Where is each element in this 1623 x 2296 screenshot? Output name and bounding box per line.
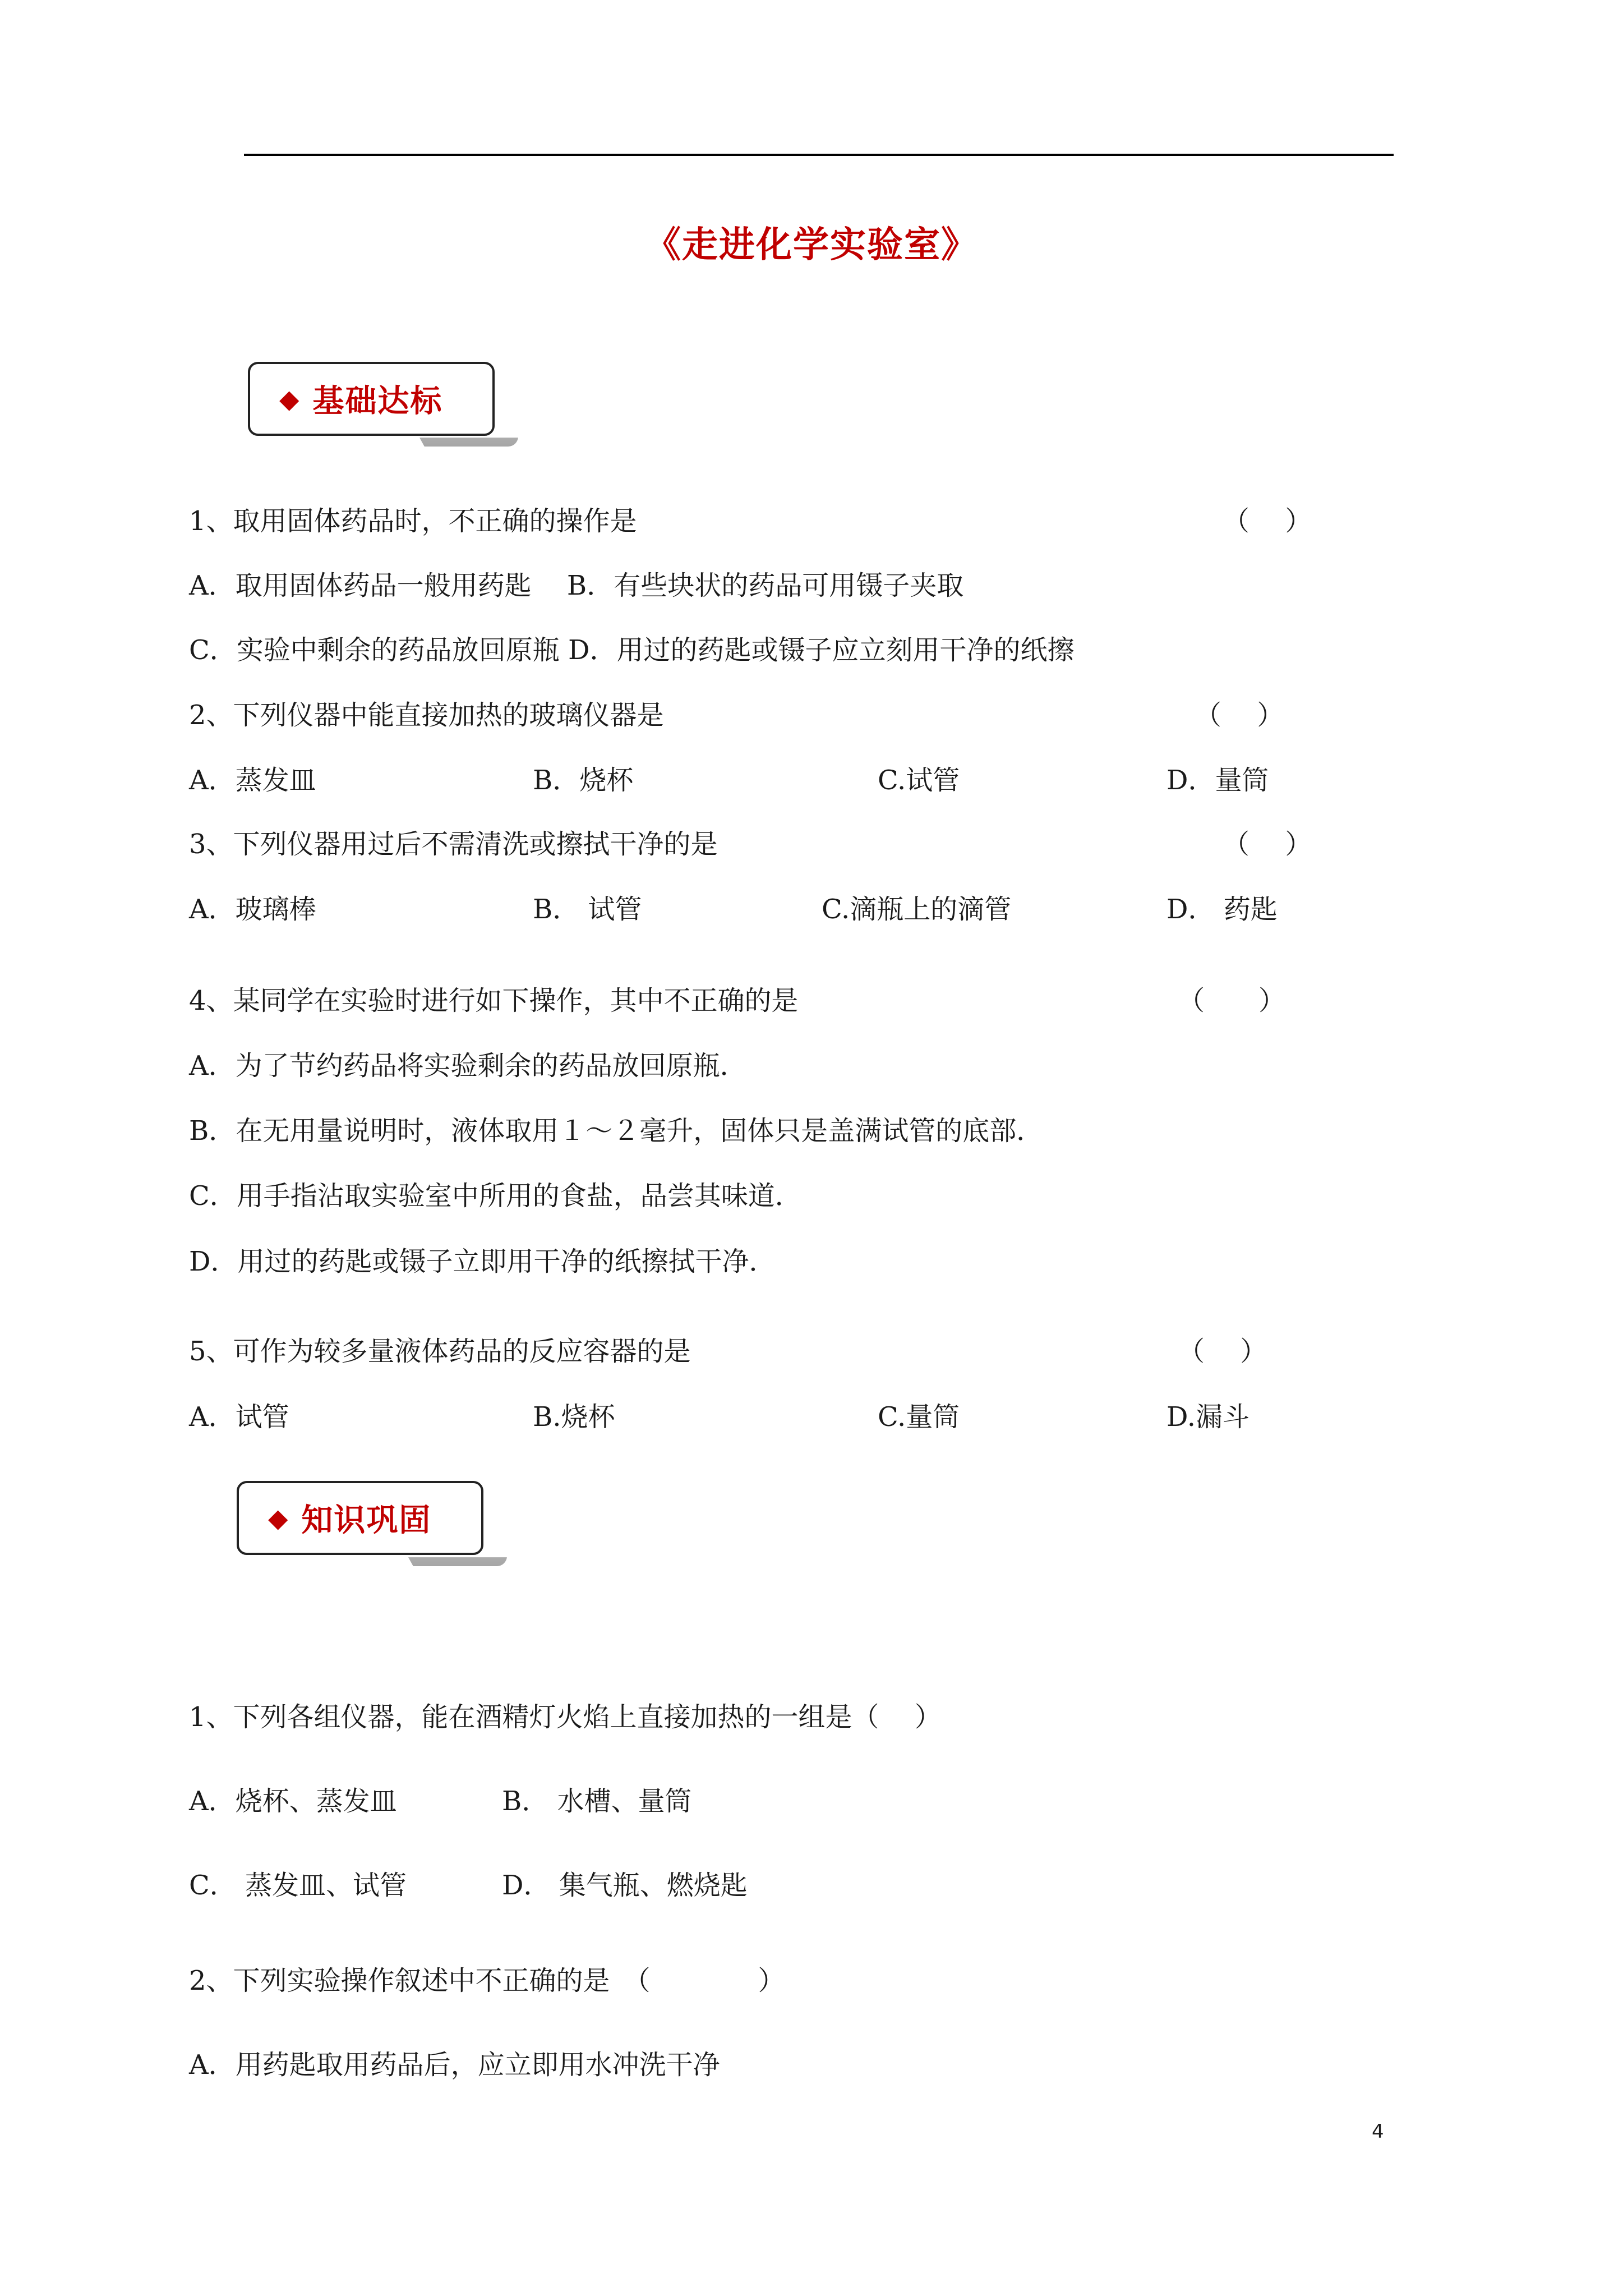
question-stem: 3、下列仪器用过后不需清洗或擦拭干净的是 [189,829,718,860]
question-option-line: C．用手指沾取实验室中所用的食盐，品尝其味道． [189,1180,802,1212]
question-stem: 5、可作为较多量液体药品的反应容器的是 [189,1336,691,1367]
header-rule [244,154,1394,156]
diamond-icon: ◆ [279,384,299,414]
question-option-line: D．用过的药匙或镊子立即用干净的纸擦拭干净． [189,1246,776,1277]
answer-parentheses: （ ） [1178,1336,1267,1367]
page-title: 《走进化学实验室》 [645,224,978,266]
question-option-line: A．用药匙取用药品后，应立即用水冲洗干净 [189,2049,720,2081]
page-number: 4 [1372,2120,1384,2143]
question-stem: 2、下列实验操作叙述中不正确的是 （ ） [189,1965,785,1996]
option: A．烧杯、蒸发皿 [189,1786,397,1817]
question-stem: 2、下列仪器中能直接加热的玻璃仪器是 [189,700,664,731]
option: D.漏斗 [1166,1401,1250,1433]
question-option-line: C．实验中剩余的药品放回原瓶 D．用过的药匙或镊子应立刻用干净的纸擦 [189,634,1075,666]
section-label: 知识巩固 [301,1502,432,1539]
option: C.量筒 [878,1401,960,1433]
question-stem: 1、下列各组仪器，能在酒精灯火焰上直接加热的一组是（ ） [189,1701,942,1733]
option: A．试管 [189,1401,289,1433]
question-stem: 4、某同学在实验时进行如下操作，其中不正确的是 [189,985,799,1016]
option: D．量筒 [1166,765,1269,796]
question-option-line: A．为了节约药品将实验剩余的药品放回原瓶． [189,1050,747,1082]
option: B． 试管 [533,894,642,925]
answer-parentheses: （ ） [1223,829,1312,860]
section-header-basic [248,362,495,436]
option: B.烧杯 [533,1401,615,1433]
option: A．蒸发皿 [189,765,316,796]
section-header-consolidation [237,1481,483,1555]
answer-parentheses: （ ） [1195,700,1284,731]
option: D． 药匙 [1166,894,1278,925]
question-option-line: B．在无用量说明时，液体取用１～２毫升，固体只是盖满试管的底部． [189,1115,1044,1147]
option: C.试管 [878,765,960,796]
option: C． 蒸发皿、试管 [189,1870,407,1901]
option: B．烧杯 [533,765,634,796]
question-stem: 1、取用固体药品时，不正确的操作是 [189,505,637,537]
answer-parentheses: （ ） [1178,985,1286,1016]
answer-parentheses: （ ） [1223,505,1312,537]
option: B． 水槽、量筒 [502,1786,692,1817]
question-option-line: A．取用固体药品一般用药匙 B．有些块状的药品可用镊子夹取 [189,570,964,601]
diamond-icon: ◆ [268,1503,288,1533]
option: A．玻璃棒 [189,894,316,925]
option: C.滴瓶上的滴管 [822,894,1012,925]
option: D． 集气瓶、燃烧匙 [502,1870,748,1901]
section-label: 基础达标 [312,383,443,420]
